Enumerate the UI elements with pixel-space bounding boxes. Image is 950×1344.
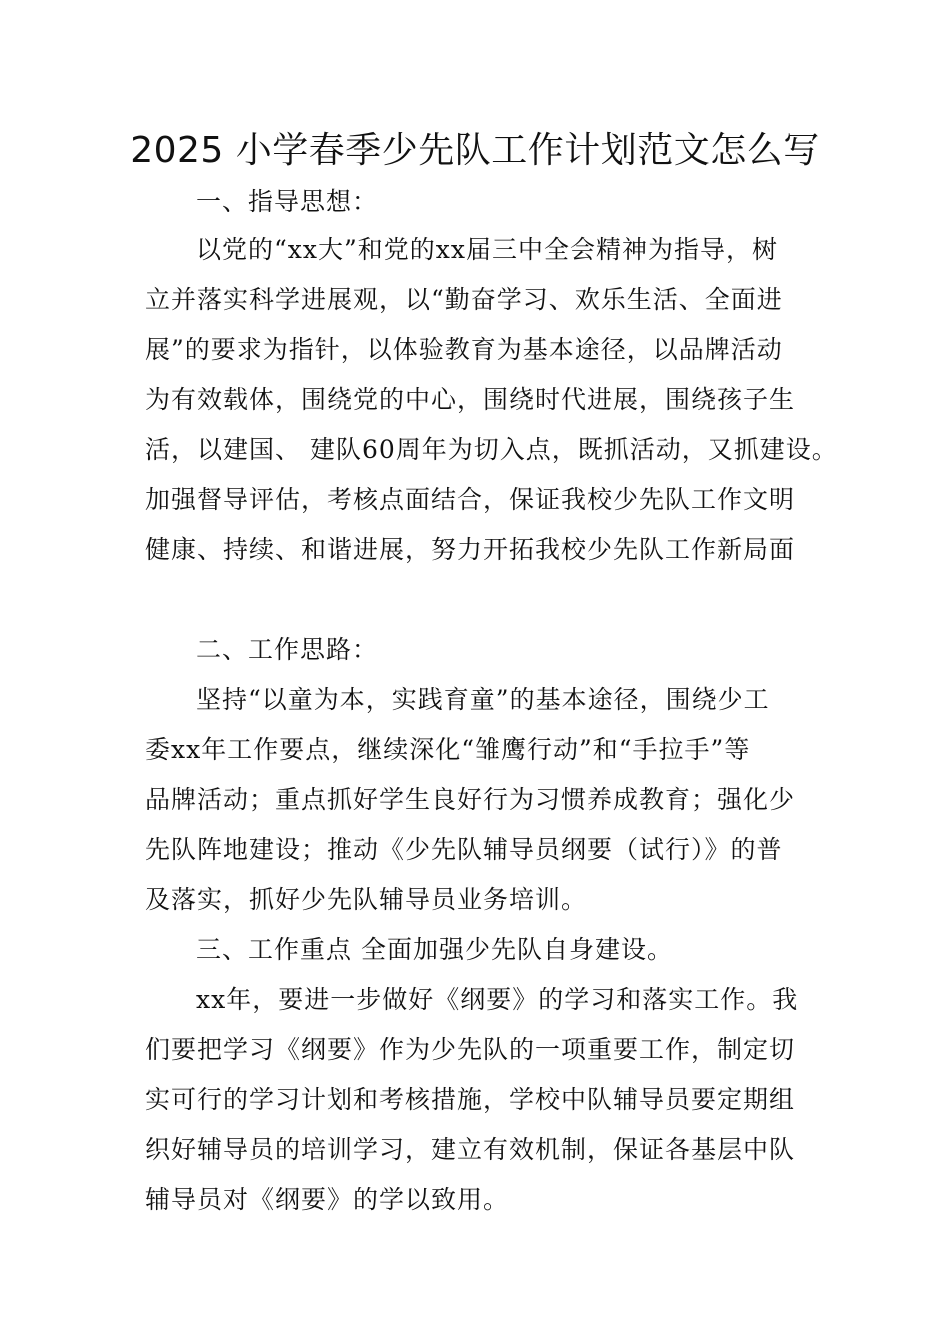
paragraph-line: 先队阵地建设；推动《少先队辅导员纲要（试行）》的普	[145, 835, 783, 864]
paragraph-line: 实可行的学习计划和考核措施，学校中队辅导员要定期组	[145, 1085, 796, 1114]
paragraph-line: 们要把学习《纲要》作为少先队的一项重要工作，制定切	[145, 1035, 796, 1064]
paragraph-line: 品牌活动；重点抓好学生良好行为习惯养成教育；强化少	[145, 785, 796, 814]
paragraph-line: 展”的要求为指针，以体验教育为基本途径，以品牌活动	[145, 335, 783, 364]
heading-guiding-ideology: 一、指导思想：	[196, 187, 379, 216]
paragraph-line: 织好辅导员的培训学习，建立有效机制，保证各基层中队	[145, 1135, 796, 1164]
paragraph-line: 辅导员对《纲要》的学以致用。	[145, 1185, 510, 1214]
paragraph-line: xx年，要进一步做好《纲要》的学习和落实工作。我	[196, 985, 799, 1014]
paragraph-line: 委xx年工作要点，继续深化“雏鹰行动”和“手拉手”等	[145, 735, 751, 764]
paragraph-line: 活，以建国、 建队60周年为切入点，既抓活动，又抓建设。	[145, 435, 838, 464]
paragraph-line: 坚持“以童为本，实践育童”的基本途径，围绕少工	[196, 685, 770, 714]
document-title: 2025 小学春季少先队工作计划范文怎么写	[130, 130, 820, 171]
paragraph-line: 为有效载体，围绕党的中心，围绕时代进展，围绕孩子生	[145, 385, 796, 414]
heading-work-approach: 二、工作思路：	[196, 635, 379, 664]
paragraph-line: 加强督导评估，考核点面结合，保证我校少先队工作文明	[145, 485, 796, 514]
paragraph-line: 健康、持续、和谐进展，努力开拓我校少先队工作新局面	[145, 535, 796, 564]
paragraph-line: 以党的“xx大”和党的xx届三中全会精神为指导，树	[196, 235, 778, 264]
heading-work-focus: 三、工作重点 全面加强少先队自身建设。	[196, 935, 673, 964]
paragraph-line: 及落实，抓好少先队辅导员业务培训。	[145, 885, 588, 914]
paragraph-line: 立并落实科学进展观，以“勤奋学习、欢乐生活、全面进	[145, 285, 783, 314]
